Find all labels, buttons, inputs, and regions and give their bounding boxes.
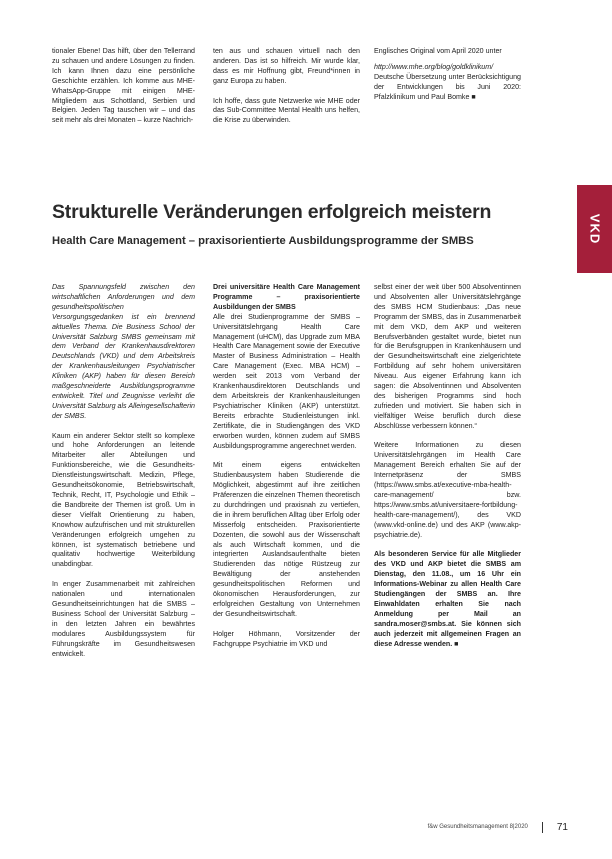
- article-column-3: [374, 283, 521, 659]
- prev-article-paragraph: ten aus und schauen virtuell nach den anderen. Das ist so hilfreich. Mir wurde klar, dass es mir Hoffnung gibt, Freund*innen in ganz Europa zu haben.: [213, 47, 360, 85]
- source-link[interactable]: http://www.mhe.org/blog/goldklinikum/: [374, 62, 494, 71]
- article-paragraph: Mit einem eigens entwickelten Studienbausystem haben Studierende die Möglichkeit, abgestimmt auf ihre zeitlichen Präferenzen die einzelnen Themen theoretisch zu durchdringen und praxisnah zu vertiefen, die in ihrem beruflichen Alltag über Erfolg oder Misserfolg entscheiden. Praxisorientierte Dozenten, die sowohl aus der Wissenschaft als auch Wirtschaft kommen, und die integrierten Auslandsaufenthalte bieten Studierenden das nötige Rüstzeug zur Bewältigung der anstehenden gesundheitspolitischen Reformen und ökonomischen Herausforderungen, zur erfolgreichen Gestaltung von Unternehmen der Gesundheitswirtschaft.: [213, 461, 360, 618]
- article-paragraph: In enger Zusammenarbeit mit zahlreichen nationalen und internationalen Gesundheitseinrichtungen hat die SMBS – Business School der Universität Salzburg – in den letzten Jahren ein bewährtes modulares Ausbildungssystem für Führungskräfte im Gesundheitswesen entwickelt.: [52, 580, 195, 658]
- article-paragraph: Weitere Informationen zu diesen Universitätslehrgängen im Health Care Management Bereich erhalten Sie auf der Internetpräsenz der SMBS (https://www.smbs.at/executive-mba-health-care-management/ bzw. https://www.smbs.at/universitaere-fortbildung-health-care-management/), des VKD (www.vkd-online.de) und des AKP (www.akp-psychiatrie.de).: [374, 441, 521, 539]
- article-title: Strukturelle Veränderungen erfolgreich meistern: [52, 201, 492, 223]
- prev-article-column-2: [213, 47, 360, 136]
- article-column-1: [52, 283, 195, 669]
- page-footer: [428, 821, 568, 833]
- article-subheading: Drei universitäre Health Care Management Programme – praxisorientierte Ausbildungen der SMBS: [213, 283, 360, 311]
- article-subtitle: Health Care Management – praxisorientierte Ausbildungsprogramme der SMBS: [52, 235, 474, 247]
- journal-name: f&w Gesundheitsmanagement 8|2020: [427, 824, 528, 830]
- article-paragraph: Alle drei Studienprogramme der SMBS – Universitätslehrgang Health Care Management (uHCM), das Upgrade zum MBA Health Care Management sowie der Executive Master of Business Administration – Health Care Management (Exec. MBA HCM) – werden seit 2013 vom Verband der Krankenhausdirektoren Deutschlands und dem Arbeitskreis der Krankenhausleitungen Psychiatrischer Kliniken (AKP) unterstützt. Bereits erbrachte Studienleistungen inkl. Zertifikate, die in Studiengängen des VKD erworben wurden, können zudem auf SMBS Ausbildungsprogramme angerechnet werden.: [213, 312, 360, 450]
- footer-divider: [542, 822, 543, 833]
- section-tab-label: VKD: [587, 213, 602, 245]
- prev-article-paragraph: Ich hoffe, dass gute Netzwerke wie MHE oder das Sub-Committee Mental Health uns helfen, die Krise zu überwinden.: [213, 96, 360, 125]
- article-paragraph: Holger Höhmann, Vorsitzender der Fachgruppe Psychiatrie im VKD und: [213, 629, 360, 648]
- prev-article-paragraph: tionaler Ebene! Das hilft, über den Tellerrand zu schauen und andere Lösungen zu finden. Ich kann Ihnen dazu eine persönliche Geschichte erzählen. Ich komme aus MHE-WhatsApp-Gruppe mit einigen MHE-Mitgliedern aus Schottland, Serbien und Belgien. Jeden Tag tauschen wir – und das seit mehr als drei Monaten – kurze Nachrich-: [52, 47, 195, 125]
- webinar-notice: Als besonderen Service für alle Mitglieder des VKD und AKP bietet die SMBS am Dienstag, den 11.08., um 16 Uhr ein Informations-Webinar zu allen Health Care Studiengängen der SMBS an. Ihre Einwahldaten erhalten Sie nach Anmeldung per Mail an sandra.moser@smbs.at. Sie können sich auch jederzeit mit allgemeinen Fragen an diese Adresse wenden. ■: [374, 550, 521, 648]
- article-column-2: [213, 283, 360, 659]
- article-paragraph: selbst einer der weit über 500 Absolventinnen und Absolventen aller Universitätslehrgänge des SMBS HCM Studienbaus: „Das neue Programm der SMBS, das in Zusammenarbeit mit dem VKD, dem AKP und weiteren Berufsverbänden gestaltet wurde, bietet nun für die Berufsgruppen in Krankenhäusern und der Gesundheitswirtschaft eine zielgerichtete Fortbildung auf sehr hohem universitären Niveau. Aus eigener Erfahrung kann ich sagen: die Absolventinnen und Absolventen des bisherigen Programms sind hoch zufrieden und motiviert. Sie haben sich in vielfältiger Weise beruflich durch diese Abschlüsse verbessern können.“: [374, 283, 521, 430]
- article-paragraph: Kaum ein anderer Sektor stellt so komplexe und hohe Anforderungen an leitende Mitarbeiter aller Abteilungen und Funktionsbereiche, wie die Gesundheits-Dienstleistungswirtschaft. Medizin, Pflege, Gesundheitsökonomie, Betriebswirtschaft, Technik, Recht, IT, Psychologie und Ethik – die Bandbreite der Themen ist groß. Um in dieser Vielfalt Orientierung zu haben, Knowhow aufzufrischen und mit strukturellen Veränderungen erfolgreich umgehen zu können, ist systematisch betriebene und qualitativ hochwertige Weiterbildung unabdingbar.: [52, 431, 195, 569]
- page-number: 71: [556, 821, 568, 833]
- prev-article-paragraph: Englisches Original vom April 2020 unter: [374, 47, 502, 55]
- prev-article-paragraph: Deutsche Übersetzung unter Berücksichtigung der Entwicklungen bis Juni 2020: Pfalzklinikum und Paul Bomke ■: [374, 72, 521, 101]
- prev-article-column-3: [374, 47, 521, 112]
- article-lead: Das Spannungsfeld zwischen den wirtschaftlichen Anforderungen und dem gesundheitspolitischen Versorgungsgedanken ist ein brennend aktuelles Thema. Die Business School der Universität Salzburg SMBS gemeinsam mit dem Verband der Krankenhausdirektoren Deutschlands (VKD) und dem Arbeitskreis der Krankenhausleitungen Psychiatrischer Kliniken (AKP) haben für diesen Bereich maßgeschneiderte Ausbildungsprogramme entwickelt. Titel und Zeugnisse verleiht die Universität Salzburg als Alleingesellschafterin der SMBS.: [52, 283, 195, 420]
- section-tab: [577, 185, 612, 273]
- prev-article-column-1: [52, 47, 195, 136]
